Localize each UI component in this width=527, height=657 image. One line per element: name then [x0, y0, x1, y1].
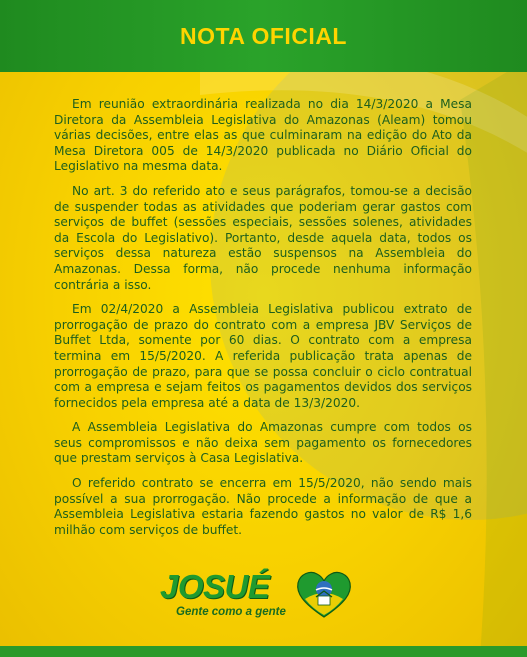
note-paragraph: A Assembleia Legislativa do Amazonas cumpre com todos os seus compromissos e não deixa sem pagamento os fornecedores que prestam serviços à Casa Legislativa. — [54, 420, 472, 466]
title-banner — [0, 0, 527, 72]
note-body — [54, 97, 472, 547]
note-paragraph: Em 02/4/2020 a Assembleia Legislativa publicou extrato de prorrogação de prazo do contrato com a empresa JBV Serviços de Buffet Ltda, somente por 60 dias. O contrato com a empresa termina em 15/5/2020. A referida publicação trata apenas de prorrogação de prazo, para que se possa concluir o ciclo contratual com a empresa e sejam feitos os pagamentos devidos dos serviços fornecidos pela empresa até a data de 13/3/2020. — [54, 302, 472, 410]
heart-icon — [295, 569, 353, 619]
josue-logo — [160, 568, 360, 624]
logo-name: JOSUÉ — [160, 568, 270, 605]
note-paragraph: No art. 3 do referido ato e seus parágrafos, tomou-se a decisão de suspender todas as atividades que poderiam gerar gastos com serviços de buffet (sessões especiais, sessões solenes, atividades da Escola do Legislativo). Portanto, desde aquela data, todos os serviços dessa natureza estão suspensos na Assembleia do Amazonas. Dessa forma, não procede nenhuma informação contrária a isso. — [54, 183, 472, 292]
logo-tagline: Gente como a gente — [176, 606, 286, 618]
note-paragraph: Em reunião extraordinária realizada no dia 14/3/2020 a Mesa Diretora da Assembleia Legislativa do Amazonas (Aleam) tomou várias decisões, entre elas as que culminaram na edição do Ato da Mesa Diretora 005 de 14/3/2020 publicada no Diário Oficial do Legislativo na mesma data. — [54, 97, 472, 174]
footer-strip — [0, 646, 527, 657]
page-title: NOTA OFICIAL — [180, 22, 347, 49]
note-paragraph: O referido contrato se encerra em 15/5/2020, não sendo mais possível a sua prorrogação. Não procede a informação de que a Assembleia Legislativa estaria fazendo gastos no valor de R$ 1,6 milhão com serviços de buffet. — [54, 476, 472, 537]
